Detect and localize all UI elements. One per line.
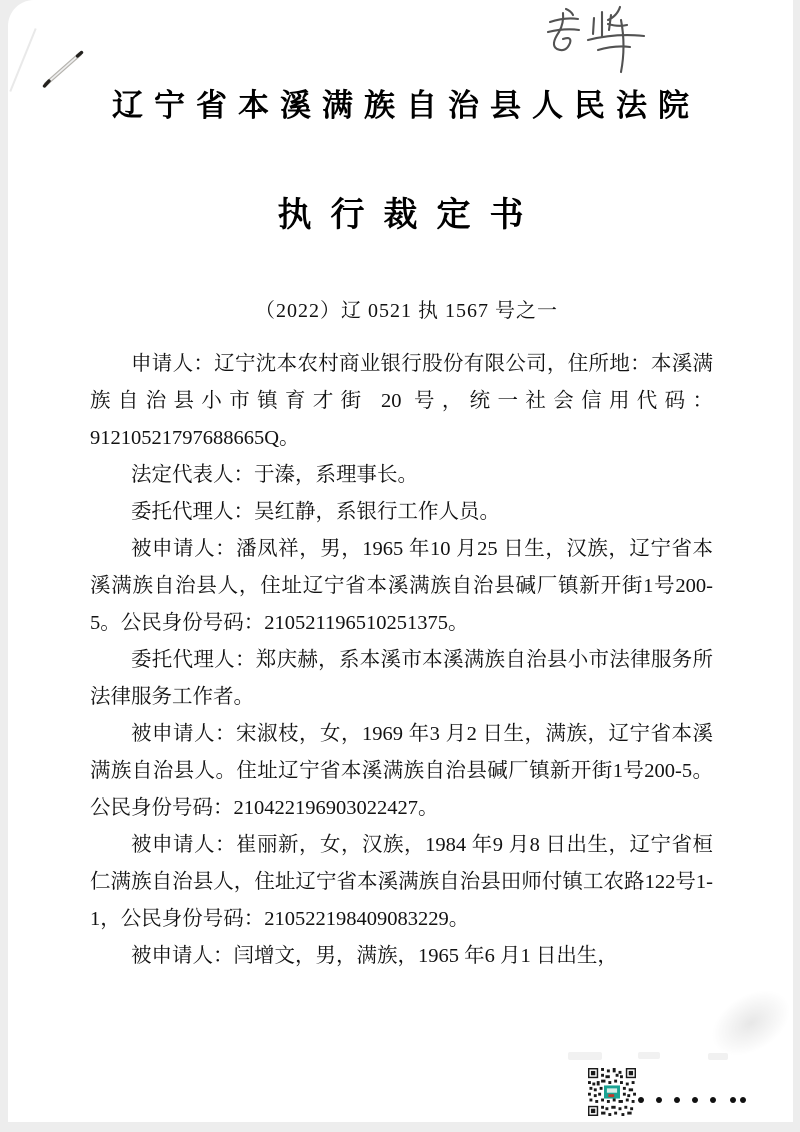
- dot-mark: [740, 1097, 746, 1103]
- document-paragraph: 委托代理人：吴红静，系银行工作人员。: [131, 501, 500, 523]
- document-paragraph: 被申请人：宋淑枝，女，1969 年3 月2 日生，满族，辽宁省本溪满族自治县人。住址辽宁省本溪满族自治县碱厂镇新开街1号200-5。公民身份号码：210422196903022427。: [90, 723, 713, 819]
- document-paragraph: 被申请人：闫增文，男，满族，1965 年6 月1 日出生，: [131, 945, 618, 967]
- scan-speck: [638, 1052, 660, 1059]
- case-number: （2022）辽 0521 执 1567 号之一: [255, 300, 558, 322]
- dot-mark: [730, 1097, 736, 1103]
- dot-mark: [710, 1097, 716, 1103]
- scan-speck: [708, 1053, 728, 1060]
- document-paragraph: 委托代理人：郑庆赫，系本溪市本溪满族自治县小市法律服务所法律服务工作者。: [90, 649, 713, 708]
- court-name: 辽宁省本溪满族自治县人民法院: [112, 88, 700, 123]
- handwritten-signature: [536, 2, 652, 76]
- dotted-line-marks: [638, 1094, 768, 1106]
- document-paragraph: 被申请人：崔丽新，女，汉族，1984 年9 月8 日出生，辽宁省桓仁满族自治县人，住址辽宁省本溪满族自治县田师付镇工农路122号1-1，公民身份号码：210522198409083229。: [90, 834, 713, 930]
- scan-scratch-artifact: [9, 28, 36, 92]
- dot-mark: [656, 1097, 662, 1103]
- document-body: [90, 346, 713, 975]
- document-title: 执行裁定书: [277, 197, 543, 234]
- document-paragraph: 法定代表人：于溱，系理事长。: [131, 464, 418, 486]
- document-page: [8, 0, 793, 1122]
- document-paragraph: 申请人：辽宁沈本农村商业银行股份有限公司，住所地：本溪满族自治县小市镇育才街 20 号，统一社会信用代码：91210521797688665Q。: [90, 353, 713, 449]
- staple-mark-icon: [38, 40, 94, 96]
- document-paragraph: 被申请人：潘凤祥，男，1965 年10 月25 日生，汉族，辽宁省本溪满族自治县人，住址辽宁省本溪满族自治县碱厂镇新开街1号200-5。公民身份号码：210521196510251375。: [90, 538, 713, 634]
- dot-mark: [674, 1097, 680, 1103]
- scan-speck: [568, 1052, 602, 1060]
- dot-mark: [638, 1097, 644, 1103]
- qr-code-stamp: [588, 1068, 636, 1116]
- dot-mark: [692, 1097, 698, 1103]
